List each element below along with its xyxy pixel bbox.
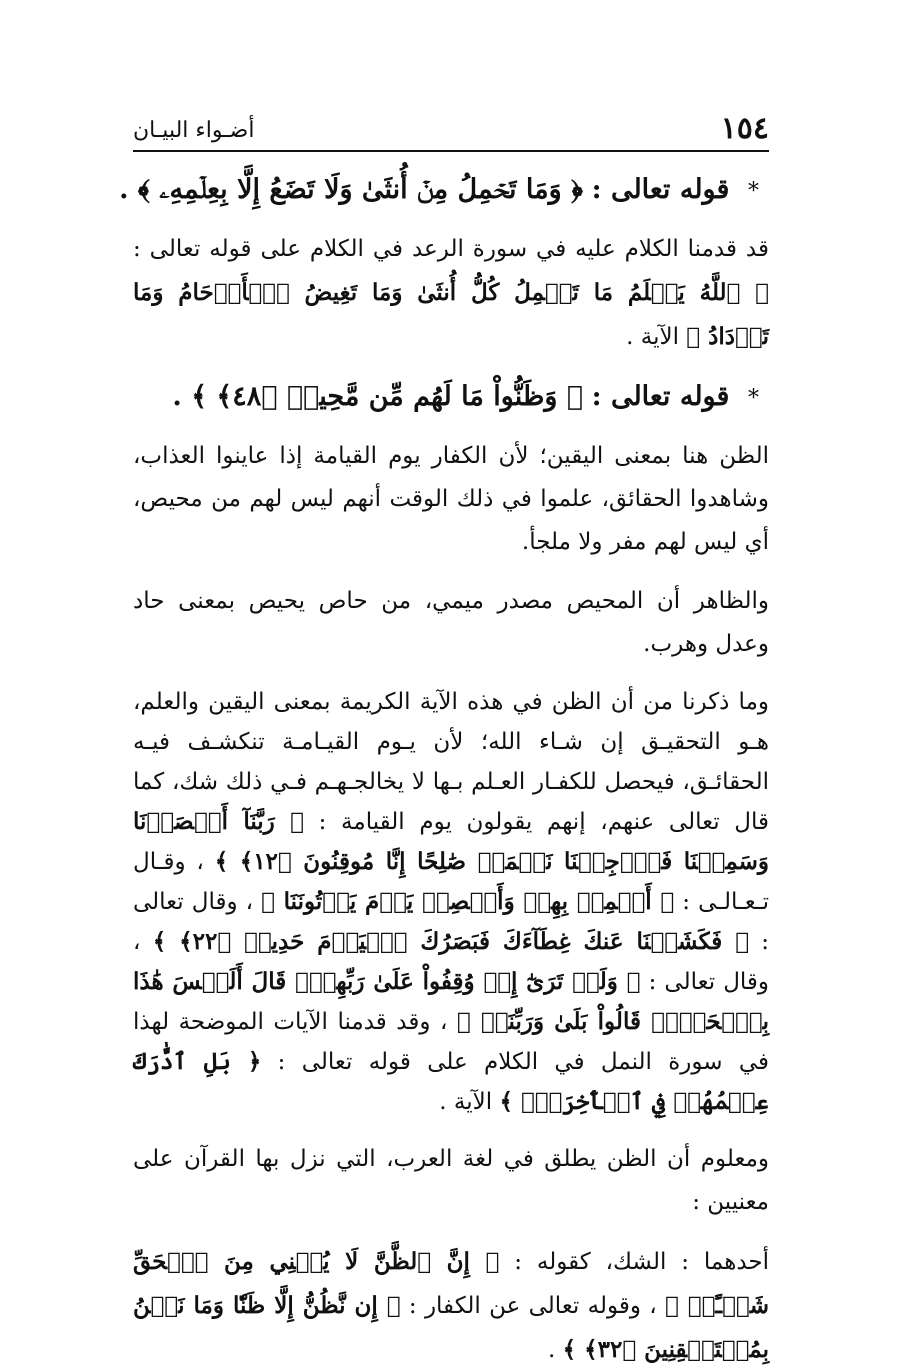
- paragraph-1: [133, 228, 769, 359]
- quran-verse: ﴿ فَكَشَفۡنَا عَنكَ غِطَآءَكَ فَبَصَرُكَ ٱلۡيَوۡمَ حَدِيدٞ ﴿٢٢﴾ ﴾: [152, 928, 750, 955]
- quran-verse: ﴿ رَبَّنَآ أَبۡصَرۡنَا وَسَمِعۡنَا فَٱرۡجِعۡنَا نَعۡمَلۡ صَٰلِحًا إِنَّا مُوقِنُونَ ﴿١٢﴾ ﴾: [133, 808, 770, 875]
- paragraph-3: والظاهر أن المحيص مصدر ميمي، من حاص يحيص بمعنى حاد وعدل وهرب.: [133, 588, 769, 657]
- page-number: ١٥٤: [720, 111, 769, 146]
- paragraph-text: ، وقال تعالى :: [133, 929, 770, 995]
- quran-verse: ﴿ بَلِ ٱدَّٰرَكَ عِلۡمُهُمۡ فِي ٱلۡأٓخِرَةِۚ ﴾: [133, 1048, 769, 1115]
- quran-verse: ﴿ وَلَوۡ تَرَىٰٓ إِذۡ وُقِفُواْ عَلَىٰ رَبِّهِمۡۚ قَالَ أَلَيۡسَ هَٰذَا بِٱلۡحَقِّۚ قَالُواْ بَلَىٰ وَرَبِّنَاۚ ﴾: [133, 968, 770, 1035]
- quran-verse: ﴿ إِن نَّظُنُّ إِلَّا ظَنّٗا وَمَا نَحۡنُ بِمُسۡتَيۡقِنِينَ ﴿٣٢﴾ ﴾: [133, 1292, 769, 1363]
- quran-verse: ﴿ إِنَّ ٱلظَّنَّ لَا يُغۡنِي مِنَ ٱلۡحَقِّ شَيۡـًٔاۚ ﴾: [133, 1248, 770, 1319]
- paragraph-text: .: [548, 1337, 556, 1363]
- paragraph-text: الآية .: [439, 1089, 493, 1115]
- quran-verse: ﴿ أَسۡمِعۡ بِهِمۡ وَأَبۡصِرۡ يَوۡمَ يَأۡتُونَنَا ﴾: [261, 888, 675, 915]
- paragraph-6: [133, 1240, 769, 1372]
- book-title: أضـواء البيـان: [133, 118, 255, 143]
- section-heading-1: [119, 168, 769, 214]
- paragraph-5: ومعلوم أن الظن يطلق في لغة العرب، التي نزل بها القرآن على معنيين :: [133, 1146, 769, 1215]
- page-header: [133, 112, 769, 146]
- header-rule: [133, 150, 769, 152]
- paragraph-text: أحدهما : الشك، كقوله :: [514, 1249, 770, 1275]
- heading-keyword: قوله تعالى :: [591, 381, 730, 412]
- paragraph-4: [133, 682, 769, 1122]
- paragraph-text: الآية .: [626, 324, 679, 350]
- paragraph-text: ، وقد قدمنا الآيات الموضحة لهذا في سورة النمل في الكلام على قوله تعالى :: [133, 1009, 770, 1075]
- star-bullet: *: [748, 179, 759, 204]
- paragraph-text: ، وقال تعالى :: [133, 889, 770, 955]
- paragraph-text: ، وقـال تـعـالـى :: [133, 849, 769, 915]
- star-bullet: *: [748, 386, 759, 411]
- quran-verse: ﴿ وَظَنُّواْ مَا لَهُم مِّن مَّحِيصٖ ﴿٤٨﴾ ﴾ .: [172, 381, 583, 412]
- quran-verse: ﴿ ٱللَّهُ يَعۡلَمُ مَا تَحۡمِلُ كُلُّ أُنثَىٰ وَمَا تَغِيضُ ٱلۡأَرۡحَامُ وَمَا تَزۡدَادُ ﴾: [133, 279, 769, 350]
- paragraph-text: وما ذكرنا من أن الظن في هذه الآية الكريمة بمعنى اليقين والعلم، هـو التحقيـق إن شـاء الله؛ لأن يـوم القيـامـة تنكشـف فيـه الحقائـق، فيحصل للكفـار العـلم بـها لا يخالجـهـم فـي ذلك شك، كما قال تعالى عنهم، إنهم يقولون يوم القيامة :: [133, 689, 770, 835]
- paragraph-text: قد قدمنا الكلام عليه في سورة الرعد في الكلام على قوله تعالى :: [133, 236, 769, 262]
- paragraph-2: الظن هنا بمعنى اليقين؛ لأن الكفار يوم القيامة إذا عاينوا العذاب، وشاهدوا الحقائق، علموا في ذلك الوقت أنهم ليس لهم من محيص، أي ليس لهم مفر ولا ملجأ.: [133, 443, 769, 555]
- page-body: [119, 168, 770, 1372]
- paragraph-text: ، وقوله تعالى عن الكفار :: [408, 1293, 657, 1319]
- quran-verse: ﴿ وَمَا تَحۡمِلُ مِنۡ أُنثَىٰ وَلَا تَضَعُ إِلَّا بِعِلۡمِهِۦ ﴾ .: [119, 174, 583, 205]
- section-heading-2: [133, 375, 769, 421]
- heading-keyword: قوله تعالى :: [591, 174, 730, 205]
